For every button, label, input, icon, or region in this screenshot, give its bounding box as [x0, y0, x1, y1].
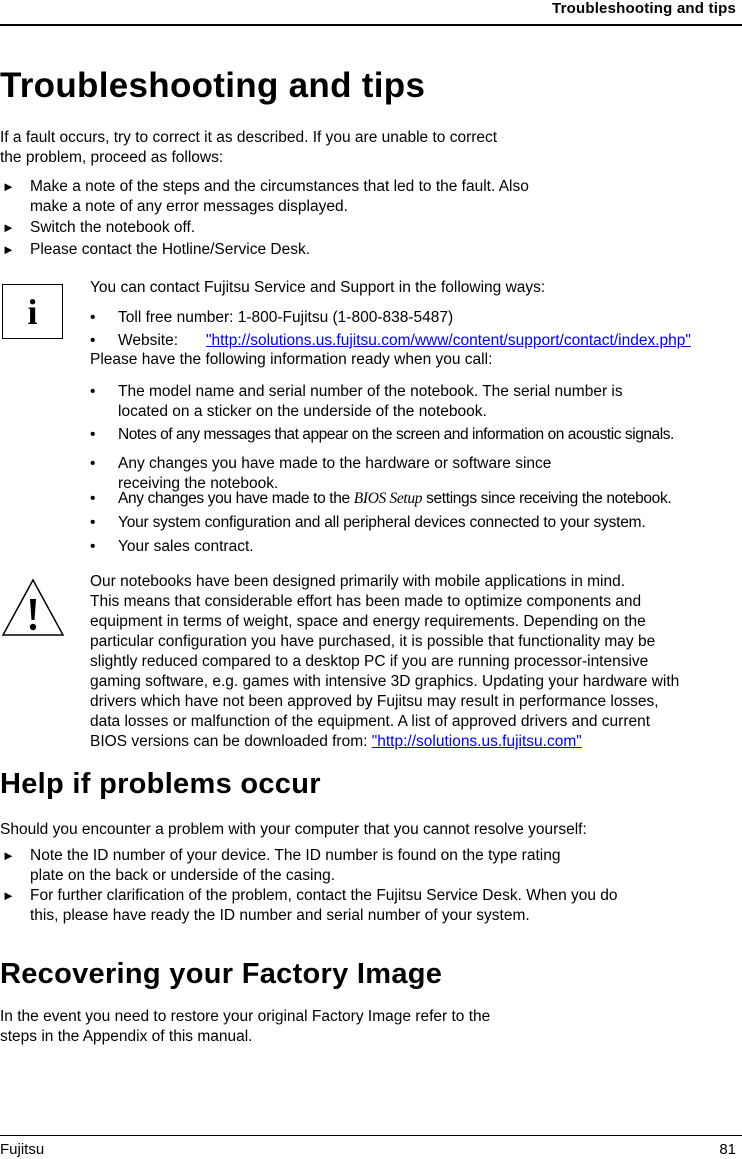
- website-label: Website:: [118, 332, 179, 349]
- ready-text: Your system configuration and all peripheral devices connected to your system.: [118, 514, 646, 531]
- drivers-download-link[interactable]: "http://solutions.us.fujitsu.com": [371, 733, 582, 750]
- bullet-icon: •: [90, 490, 96, 507]
- step-text: Please contact the Hotline/Service Desk.: [30, 241, 310, 258]
- intro-paragraph: [0, 128, 497, 168]
- header-rule: [0, 24, 742, 26]
- help-step-text: Note the ID number of your device. The ID number is found on the type rating: [30, 847, 561, 864]
- ready-text: Your sales contract.: [118, 538, 254, 555]
- ready-text: Any changes you have made to the hardware or software since: [118, 455, 552, 472]
- bullet-icon: •: [90, 383, 96, 400]
- support-website-link[interactable]: "http://solutions.us.fujitsu.com/www/content/support/contact/index.php": [206, 332, 691, 349]
- ready-text: located on a sticker on the underside of the notebook.: [118, 403, 487, 420]
- warning-line: This means that considerable effort has been made to optimize components and: [90, 593, 642, 610]
- warning-line: particular configuration you have purchased, it is possible that functionality may be: [90, 633, 656, 650]
- warning-line: equipment in terms of weight, space and energy requirements. Depending on the: [90, 613, 646, 630]
- recover-line: steps in the Appendix of this manual.: [0, 1028, 253, 1045]
- warning-line: data losses or malfunction of the equipment. A list of approved drivers and current: [90, 713, 651, 730]
- intro-line-2: the problem, proceed as follows:: [0, 149, 224, 166]
- warning-line: slightly reduced compared to a desktop PC if you are running processor-intensive: [90, 653, 649, 670]
- bullet-icon: •: [90, 309, 96, 326]
- section-title-help: Help if problems occur: [0, 768, 321, 800]
- arrow-marker-icon: ►: [2, 220, 15, 235]
- bullet-icon: •: [90, 426, 95, 443]
- footer-brand: Fujitsu: [0, 1141, 45, 1158]
- step-text: Make a note of the steps and the circumstances that led to the fault. Also: [30, 178, 529, 195]
- warning-line: drivers which have not been approved by Fujitsu may result in performance losses,: [90, 693, 659, 710]
- help-step-text: plate on the back or underside of the casing.: [30, 867, 336, 884]
- help-intro: Should you encounter a problem with your computer that you cannot resolve yourself:: [0, 821, 587, 838]
- warning-line: BIOS versions can be downloaded from: "http://solutions.us.fujitsu.com": [90, 733, 582, 750]
- bullet-icon: •: [90, 514, 96, 531]
- warning-text: [90, 572, 679, 752]
- arrow-marker-icon: ►: [2, 242, 15, 257]
- bios-setup-term: BIOS Setup: [353, 490, 423, 507]
- toll-free-number: Toll free number: 1-800-Fujitsu (1-800-838-5487): [118, 309, 454, 326]
- step-text: make a note of any error messages displayed.: [30, 198, 348, 215]
- arrow-marker-icon: ►: [2, 848, 15, 863]
- running-header: Troubleshooting and tips: [552, 0, 736, 17]
- info-lead: You can contact Fujitsu Service and Support in the following ways:: [90, 279, 546, 296]
- arrow-marker-icon: ►: [2, 179, 15, 194]
- recover-paragraph: [0, 1007, 490, 1047]
- section-title-recover: Recovering your Factory Image: [0, 958, 443, 990]
- bullet-icon: •: [90, 538, 96, 555]
- ready-text: Any changes you have made to the: [118, 490, 354, 507]
- page-title: Troubleshooting and tips: [0, 66, 426, 105]
- warning-line: gaming software, e.g. games with intensive 3D graphics. Updating your hardware with: [90, 673, 680, 690]
- help-step-text: this, please have ready the ID number and serial number of your system.: [30, 907, 530, 924]
- ready-text: The model name and serial number of the notebook. The serial number is: [118, 383, 623, 400]
- warning-icon: [0, 577, 66, 637]
- bullet-icon: •: [90, 455, 96, 472]
- footer-rule: [0, 1135, 742, 1136]
- intro-line-1: If a fault occurs, try to correct it as described. If you are unable to correct: [0, 129, 498, 146]
- ready-lead: Please have the following information ready when you call:: [90, 351, 493, 368]
- arrow-marker-icon: ►: [2, 888, 15, 903]
- step-text: Switch the notebook off.: [30, 219, 196, 236]
- page-number: 81: [719, 1141, 736, 1158]
- help-step-text: For further clarification of the problem, contact the Fujitsu Service Desk. When you do: [30, 887, 618, 904]
- bullet-icon: •: [90, 332, 96, 349]
- info-icon: [2, 284, 63, 339]
- warning-line: Our notebooks have been designed primarily with mobile applications in mind.: [90, 573, 626, 590]
- info-glyph: i: [27, 291, 38, 332]
- ready-text: receiving the notebook.: [118, 475, 279, 492]
- ready-text: settings since receiving the notebook.: [422, 490, 672, 507]
- recover-line: In the event you need to restore your original Factory Image refer to the: [0, 1008, 491, 1025]
- ready-text: Notes of any messages that appear on the screen and information on acoustic signals.: [118, 426, 674, 443]
